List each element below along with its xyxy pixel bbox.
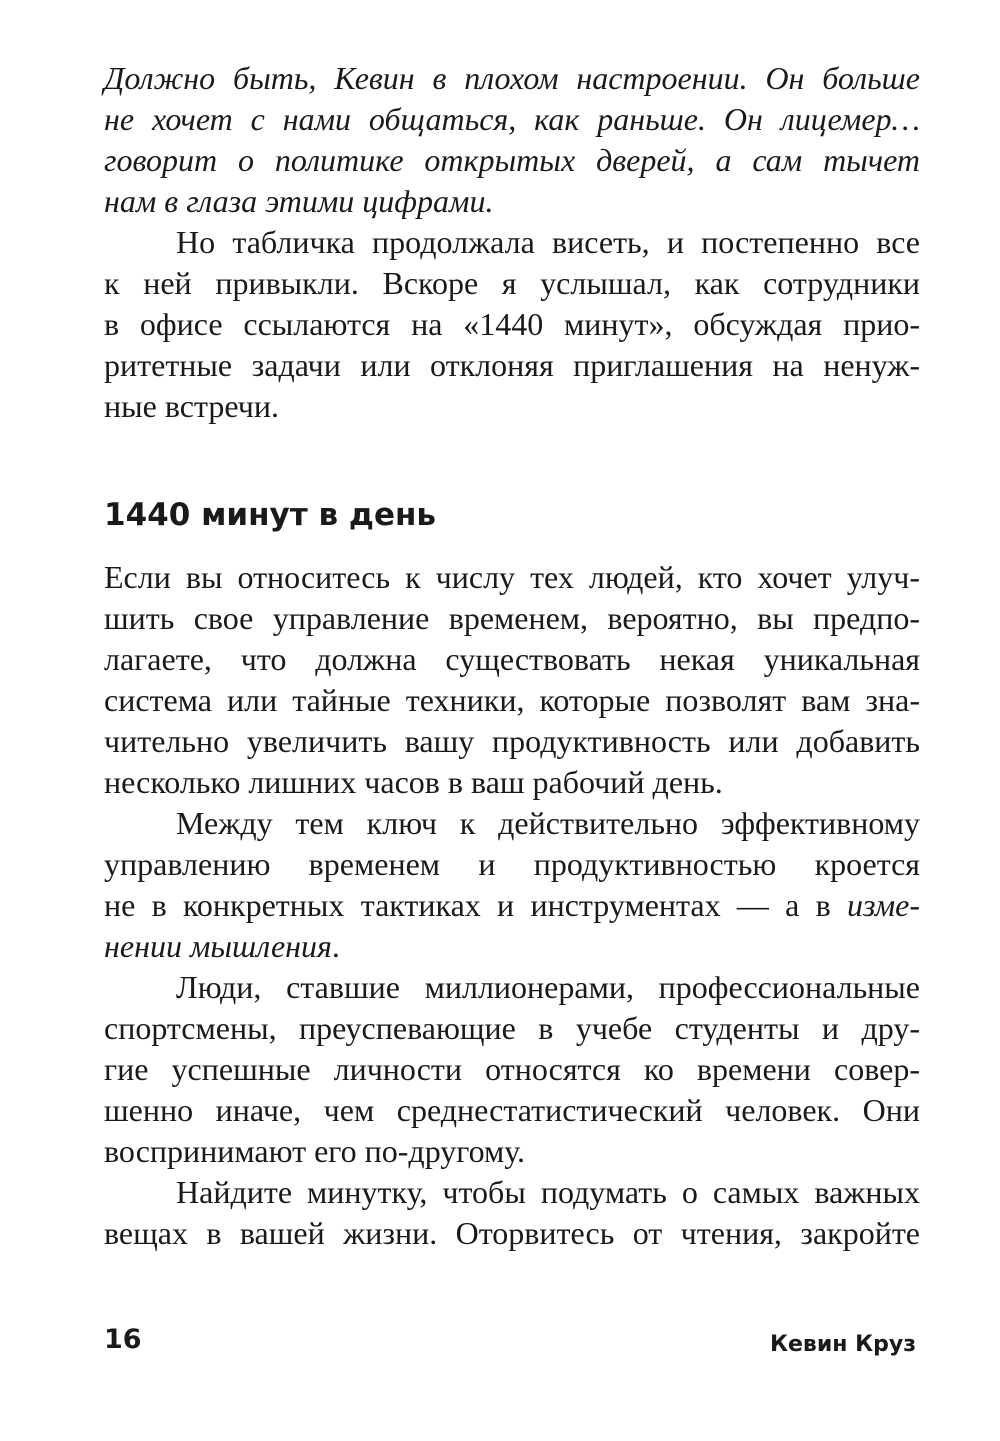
- text-line: [104, 926, 920, 967]
- text-regular: .: [331, 928, 340, 964]
- text-line: спортсмены, преуспевающие в учебе студенты и дру-: [104, 1010, 920, 1046]
- running-footer-author: Кевин Круз: [770, 1332, 916, 1357]
- paragraph: [104, 967, 920, 1172]
- text-line: ритетные задачи или отклоняя приглашения на ненуж-: [104, 347, 920, 383]
- text-line: система или тайные техники, которые позволят вам зна-: [104, 682, 920, 718]
- text-line: Но табличка продолжала висеть, и постепенно все: [176, 224, 920, 260]
- italic-quote: [104, 58, 920, 222]
- text-line: несколько лишних часов в ваш рабочий день.: [104, 764, 723, 800]
- text-line: Если вы относитесь к числу тех людей, кто хочет улуч-: [104, 559, 920, 595]
- paragraph: [104, 1172, 920, 1254]
- text-line: в офисе ссылаются на «1440 минут», обсуждая прио-: [104, 306, 920, 342]
- text-line: шенно иначе, чем среднестатистический человек. Они: [104, 1092, 920, 1128]
- text-line: ные встречи.: [104, 388, 279, 424]
- text-line: чительно увеличить вашу продуктивность или добавить: [104, 723, 920, 759]
- text-line: к ней привыкли. Вскоре я услышал, как сотрудники: [104, 265, 920, 301]
- paragraph: [104, 803, 920, 967]
- body-text-top: [104, 58, 920, 427]
- text-line: не хочет с нами общаться, как раньше. Он лицемер…: [104, 101, 920, 137]
- text-line: управлению временем и продуктивностью кроется: [104, 846, 920, 882]
- text-line: гие успешные личности относятся ко времени совер-: [104, 1051, 920, 1087]
- paragraph: [104, 557, 920, 803]
- text-emphasis: изме-: [847, 887, 920, 923]
- text-line: [104, 885, 920, 926]
- text-emphasis: нении мышления: [104, 928, 332, 964]
- text-line: Люди, ставшие миллионерами, профессиональные: [176, 969, 920, 1005]
- text-line: Между тем ключ к действительно эффективному: [176, 805, 920, 841]
- text-line: Должно быть, Кевин в плохом настроении. Он больше: [104, 60, 920, 96]
- text-line: вещах в вашей жизни. Оторвитесь от чтения, закройте: [104, 1215, 920, 1251]
- text-line: воспринимают его по-другому.: [104, 1133, 526, 1169]
- page-number: 16: [104, 1324, 142, 1355]
- text-line: нам в глаза этими цифрами.: [104, 183, 494, 219]
- section-heading: 1440 минут в день: [104, 497, 437, 533]
- paragraph: [104, 222, 920, 427]
- text-line: лагаете, что должна существовать некая уникальная: [104, 641, 920, 677]
- text-line: Найдите минутку, чтобы подумать о самых важных: [176, 1174, 920, 1210]
- text-line: говорит о политике открытых дверей, а сам тычет: [104, 142, 920, 178]
- text-regular: не в конкретных тактиках и инструментах — а в: [104, 887, 848, 923]
- body-text-section: [104, 557, 920, 1254]
- text-line: шить свое управление временем, вероятно, вы предпо-: [104, 600, 920, 636]
